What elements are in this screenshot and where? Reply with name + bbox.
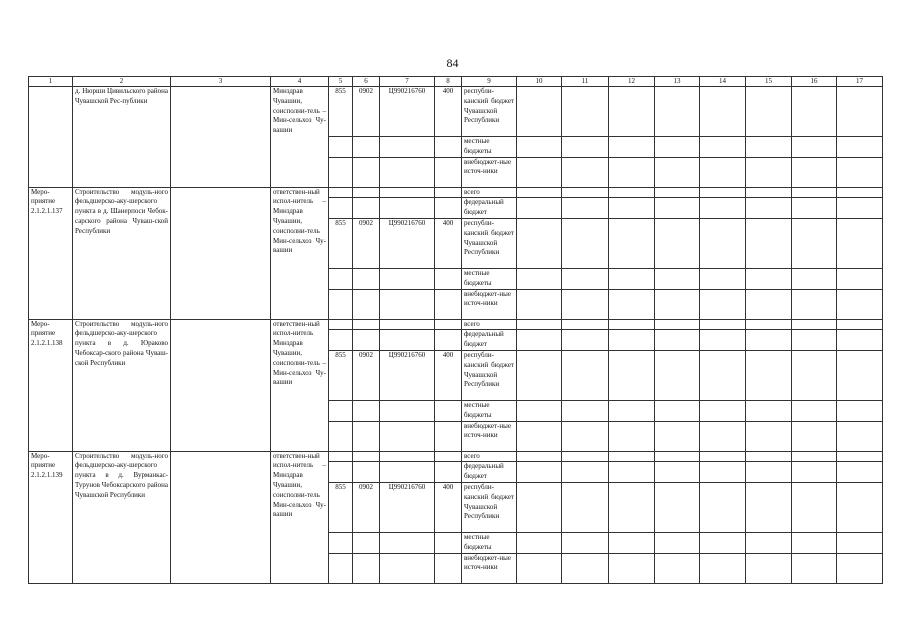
value-cell: [562, 451, 609, 462]
value-cell: [746, 350, 792, 400]
value-cell: [517, 330, 562, 351]
empty-cell: [435, 330, 462, 351]
code-vr: 400: [435, 87, 462, 137]
funding-source: внебюджет-ные источ-ники: [462, 553, 517, 583]
column-header-11: 11: [562, 77, 609, 87]
value-cell: [517, 482, 562, 532]
code-csr: Ц990216760: [380, 482, 435, 532]
column-header-13: 13: [655, 77, 700, 87]
empty-cell: [380, 451, 435, 462]
empty-cell: [171, 187, 271, 319]
value-cell: [792, 157, 837, 187]
code-vr: 400: [435, 218, 462, 268]
empty-cell: [353, 451, 380, 462]
value-cell: [837, 289, 883, 319]
funding-source: республи-канский бюджет Чувашской Республики: [462, 482, 517, 532]
funding-source: всего: [462, 451, 517, 462]
empty-cell: [329, 268, 353, 289]
value-cell: [655, 532, 700, 553]
column-header-14: 14: [700, 77, 746, 87]
value-cell: [700, 319, 746, 330]
measure-number: [29, 87, 73, 188]
value-cell: [609, 553, 655, 583]
column-header-2: 2: [73, 77, 171, 87]
value-cell: [746, 532, 792, 553]
funding-source: внебюджет-ные источ-ники: [462, 289, 517, 319]
empty-cell: [171, 319, 271, 451]
funding-source: федеральный бюджет: [462, 330, 517, 351]
code-grbs: 855: [329, 87, 353, 137]
value-cell: [700, 421, 746, 451]
code-rzpr: 0902: [353, 350, 380, 400]
value-cell: [746, 87, 792, 137]
column-header-8: 8: [435, 77, 462, 87]
measure-name: Строительство модуль-ного фельдшерско-аку-шерского пункта в д. Вурманкас-Турунов Чебоксарского района Чувашской Республики: [73, 451, 171, 583]
value-cell: [792, 319, 837, 330]
value-cell: [562, 532, 609, 553]
code-rzpr: 0902: [353, 87, 380, 137]
empty-cell: [329, 289, 353, 319]
column-header-16: 16: [792, 77, 837, 87]
funding-source: республи-канский бюджет Чувашской Республики: [462, 350, 517, 400]
value-cell: [700, 268, 746, 289]
value-cell: [700, 157, 746, 187]
empty-cell: [380, 157, 435, 187]
value-cell: [837, 462, 883, 483]
funding-source: местные бюджеты: [462, 400, 517, 421]
value-cell: [609, 330, 655, 351]
value-cell: [837, 350, 883, 400]
funding-source: внебюджет-ные источ-ники: [462, 421, 517, 451]
empty-cell: [380, 462, 435, 483]
value-cell: [700, 187, 746, 198]
empty-cell: [329, 157, 353, 187]
measure-number: Меро-приятие 2.1.2.1.137: [29, 187, 73, 319]
empty-cell: [353, 137, 380, 158]
empty-cell: [435, 462, 462, 483]
value-cell: [562, 330, 609, 351]
value-cell: [562, 553, 609, 583]
empty-cell: [380, 187, 435, 198]
value-cell: [609, 319, 655, 330]
empty-cell: [353, 553, 380, 583]
value-cell: [746, 268, 792, 289]
value-cell: [609, 187, 655, 198]
value-cell: [609, 198, 655, 219]
value-cell: [700, 532, 746, 553]
empty-cell: [435, 289, 462, 319]
code-grbs: 855: [329, 218, 353, 268]
empty-cell: [380, 421, 435, 451]
empty-cell: [435, 553, 462, 583]
column-header-10: 10: [517, 77, 562, 87]
column-header-6: 6: [353, 77, 380, 87]
value-cell: [562, 137, 609, 158]
empty-cell: [380, 400, 435, 421]
funding-source: всего: [462, 319, 517, 330]
value-cell: [700, 400, 746, 421]
value-cell: [700, 462, 746, 483]
value-cell: [517, 87, 562, 137]
code-csr: Ц990216760: [380, 218, 435, 268]
value-cell: [562, 350, 609, 400]
empty-cell: [435, 137, 462, 158]
value-cell: [792, 451, 837, 462]
value-cell: [655, 218, 700, 268]
value-cell: [517, 532, 562, 553]
table-row: [29, 319, 883, 330]
value-cell: [837, 198, 883, 219]
value-cell: [837, 187, 883, 198]
value-cell: [746, 400, 792, 421]
empty-cell: [380, 198, 435, 219]
value-cell: [655, 137, 700, 158]
value-cell: [609, 350, 655, 400]
value-cell: [837, 157, 883, 187]
funding-source: республи-канский бюджет Чувашской Республики: [462, 87, 517, 137]
value-cell: [792, 350, 837, 400]
value-cell: [562, 421, 609, 451]
table-row: [29, 87, 883, 137]
value-cell: [562, 462, 609, 483]
value-cell: [517, 289, 562, 319]
empty-cell: [329, 462, 353, 483]
value-cell: [700, 218, 746, 268]
empty-cell: [329, 553, 353, 583]
value-cell: [792, 87, 837, 137]
empty-cell: [435, 198, 462, 219]
measure-name: д. Нюрши Цивильского района Чувашской Рес-публики: [73, 87, 171, 188]
value-cell: [655, 400, 700, 421]
value-cell: [517, 187, 562, 198]
value-cell: [837, 319, 883, 330]
table-row: [29, 451, 883, 462]
value-cell: [655, 157, 700, 187]
value-cell: [792, 187, 837, 198]
value-cell: [746, 462, 792, 483]
funding-source: местные бюджеты: [462, 532, 517, 553]
column-header-17: 17: [837, 77, 883, 87]
value-cell: [517, 553, 562, 583]
empty-cell: [329, 319, 353, 330]
value-cell: [609, 462, 655, 483]
code-vr: 400: [435, 482, 462, 532]
empty-cell: [353, 157, 380, 187]
value-cell: [609, 532, 655, 553]
value-cell: [746, 187, 792, 198]
empty-cell: [435, 421, 462, 451]
empty-cell: [435, 451, 462, 462]
value-cell: [792, 400, 837, 421]
value-cell: [655, 482, 700, 532]
empty-cell: [380, 553, 435, 583]
value-cell: [700, 350, 746, 400]
value-cell: [655, 187, 700, 198]
value-cell: [562, 218, 609, 268]
value-cell: [562, 268, 609, 289]
empty-cell: [435, 157, 462, 187]
empty-cell: [171, 87, 271, 188]
executor: ответствен-ный испол-нитель Минздрав Чувашии, соисполни-тель – Мин-сельхоз Чу-вашии: [271, 319, 329, 451]
column-header-15: 15: [746, 77, 792, 87]
empty-cell: [380, 289, 435, 319]
value-cell: [609, 451, 655, 462]
code-rzpr: 0902: [353, 218, 380, 268]
value-cell: [609, 157, 655, 187]
value-cell: [609, 218, 655, 268]
value-cell: [700, 137, 746, 158]
value-cell: [746, 137, 792, 158]
empty-cell: [171, 451, 271, 583]
empty-cell: [353, 532, 380, 553]
value-cell: [746, 482, 792, 532]
empty-cell: [380, 137, 435, 158]
empty-cell: [435, 187, 462, 198]
value-cell: [609, 268, 655, 289]
value-cell: [517, 421, 562, 451]
code-csr: Ц990216760: [380, 87, 435, 137]
empty-cell: [380, 532, 435, 553]
value-cell: [792, 218, 837, 268]
value-cell: [562, 319, 609, 330]
value-cell: [792, 482, 837, 532]
table-row: [29, 187, 883, 198]
value-cell: [517, 268, 562, 289]
value-cell: [517, 218, 562, 268]
empty-cell: [353, 198, 380, 219]
column-header-1: 1: [29, 77, 73, 87]
value-cell: [837, 137, 883, 158]
value-cell: [746, 330, 792, 351]
value-cell: [609, 421, 655, 451]
empty-cell: [353, 187, 380, 198]
value-cell: [792, 268, 837, 289]
funding-source: федеральный бюджет: [462, 462, 517, 483]
code-vr: 400: [435, 350, 462, 400]
value-cell: [609, 400, 655, 421]
value-cell: [655, 87, 700, 137]
value-cell: [609, 482, 655, 532]
value-cell: [837, 421, 883, 451]
value-cell: [837, 553, 883, 583]
value-cell: [746, 198, 792, 219]
value-cell: [700, 482, 746, 532]
value-cell: [746, 157, 792, 187]
value-cell: [700, 553, 746, 583]
empty-cell: [435, 532, 462, 553]
code-csr: Ц990216760: [380, 350, 435, 400]
value-cell: [562, 157, 609, 187]
value-cell: [655, 198, 700, 219]
value-cell: [655, 462, 700, 483]
empty-cell: [329, 400, 353, 421]
value-cell: [700, 198, 746, 219]
value-cell: [609, 137, 655, 158]
page-number: 84: [446, 56, 459, 70]
funding-source: федеральный бюджет: [462, 198, 517, 219]
value-cell: [792, 198, 837, 219]
value-cell: [746, 289, 792, 319]
empty-cell: [329, 198, 353, 219]
executor: Минздрав Чувашии, соисполни-тель – Мин-сельхоз Чу-вашии: [271, 87, 329, 188]
value-cell: [517, 319, 562, 330]
funding-source: всего: [462, 187, 517, 198]
empty-cell: [353, 319, 380, 330]
value-cell: [792, 462, 837, 483]
value-cell: [517, 157, 562, 187]
empty-cell: [329, 451, 353, 462]
value-cell: [562, 482, 609, 532]
funding-source: внебюджет-ные источ-ники: [462, 157, 517, 187]
value-cell: [746, 451, 792, 462]
value-cell: [655, 350, 700, 400]
value-cell: [655, 330, 700, 351]
empty-cell: [353, 268, 380, 289]
value-cell: [655, 421, 700, 451]
executor: ответствен-ный испол-нитель – Минздрав Чувашии, соисполни-тель Мин-сельхоз Чу-вашии: [271, 451, 329, 583]
value-cell: [517, 198, 562, 219]
value-cell: [837, 482, 883, 532]
funding-source: республи-канский бюджет Чувашской Республики: [462, 218, 517, 268]
value-cell: [837, 268, 883, 289]
value-cell: [792, 289, 837, 319]
value-cell: [792, 137, 837, 158]
code-grbs: 855: [329, 482, 353, 532]
column-header-9: 9: [462, 77, 517, 87]
executor: ответствен-ный испол-нитель – Минздрав Чувашии, соисполни-тель Мин-сельхоз Чу-вашии: [271, 187, 329, 319]
value-cell: [562, 289, 609, 319]
funding-source: местные бюджеты: [462, 137, 517, 158]
column-header-12: 12: [609, 77, 655, 87]
value-cell: [837, 532, 883, 553]
empty-cell: [329, 532, 353, 553]
empty-cell: [435, 319, 462, 330]
value-cell: [746, 421, 792, 451]
value-cell: [562, 187, 609, 198]
empty-cell: [353, 400, 380, 421]
code-rzpr: 0902: [353, 482, 380, 532]
value-cell: [837, 218, 883, 268]
column-header-3: 3: [171, 77, 271, 87]
value-cell: [700, 289, 746, 319]
measure-number: Меро-приятие 2.1.2.1.139: [29, 451, 73, 583]
value-cell: [700, 87, 746, 137]
empty-cell: [380, 268, 435, 289]
empty-cell: [353, 330, 380, 351]
value-cell: [517, 350, 562, 400]
value-cell: [792, 421, 837, 451]
column-header-7: 7: [380, 77, 435, 87]
empty-cell: [353, 289, 380, 319]
value-cell: [792, 532, 837, 553]
empty-cell: [435, 268, 462, 289]
value-cell: [655, 319, 700, 330]
value-cell: [517, 462, 562, 483]
value-cell: [837, 330, 883, 351]
code-grbs: 855: [329, 350, 353, 400]
measure-name: Строительство модуль-ного фельдшерско-аку-шерского пункта в д. Юраково Чебоксар-ского района Чуваш-ской Республики: [73, 319, 171, 451]
program-table: [28, 76, 883, 584]
value-cell: [746, 319, 792, 330]
value-cell: [609, 289, 655, 319]
measure-number: Меро-приятие 2.1.2.1.138: [29, 319, 73, 451]
value-cell: [837, 400, 883, 421]
empty-cell: [380, 330, 435, 351]
value-cell: [700, 451, 746, 462]
value-cell: [609, 87, 655, 137]
value-cell: [792, 330, 837, 351]
value-cell: [517, 451, 562, 462]
value-cell: [655, 451, 700, 462]
value-cell: [562, 198, 609, 219]
value-cell: [837, 87, 883, 137]
empty-cell: [329, 330, 353, 351]
value-cell: [655, 553, 700, 583]
value-cell: [700, 330, 746, 351]
empty-cell: [353, 462, 380, 483]
empty-cell: [353, 421, 380, 451]
empty-cell: [329, 187, 353, 198]
measure-name: Строительство модуль-ного фельдшерско-аку-шерского пункта в д. Шанерпоси Чебок-сарского района Чуваш-ской Республики: [73, 187, 171, 319]
empty-cell: [329, 137, 353, 158]
value-cell: [655, 268, 700, 289]
value-cell: [837, 451, 883, 462]
column-header-4: 4: [271, 77, 329, 87]
value-cell: [746, 218, 792, 268]
value-cell: [792, 553, 837, 583]
funding-source: местные бюджеты: [462, 268, 517, 289]
empty-cell: [435, 400, 462, 421]
column-header-5: 5: [329, 77, 353, 87]
value-cell: [517, 137, 562, 158]
empty-cell: [380, 319, 435, 330]
empty-cell: [329, 421, 353, 451]
column-header-row: [29, 77, 883, 87]
value-cell: [562, 87, 609, 137]
value-cell: [746, 553, 792, 583]
value-cell: [562, 400, 609, 421]
value-cell: [517, 400, 562, 421]
value-cell: [655, 289, 700, 319]
